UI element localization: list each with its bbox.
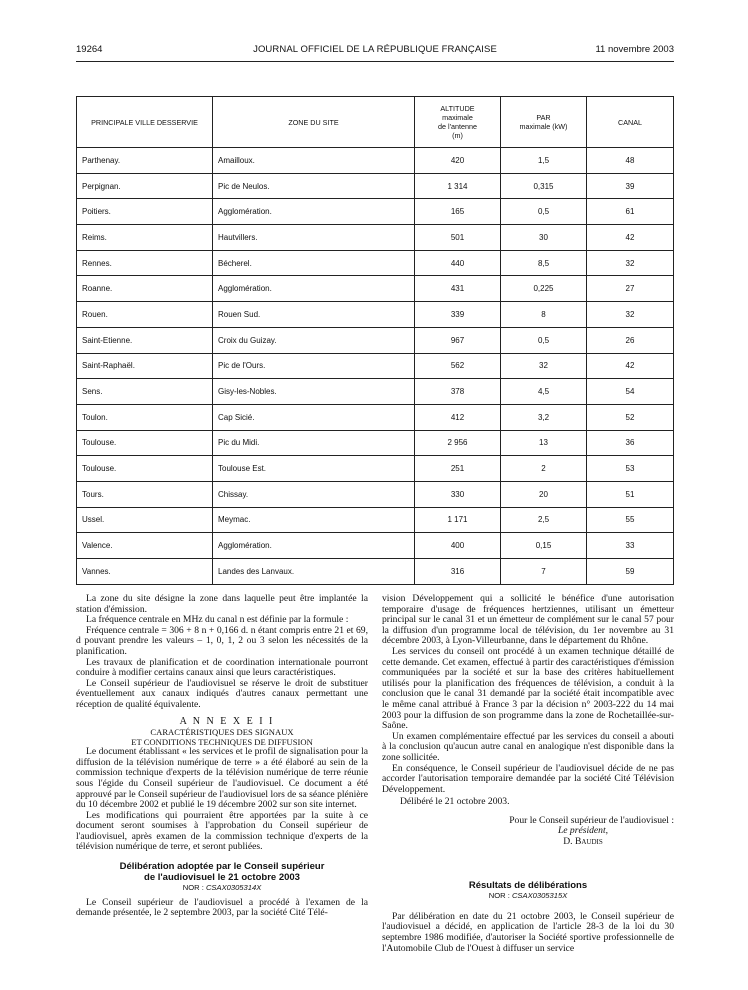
cell-city: Rennes. bbox=[77, 250, 213, 276]
cell-par: 3,2 bbox=[501, 404, 587, 430]
table-row bbox=[77, 353, 674, 379]
cell-canal: 42 bbox=[587, 225, 674, 251]
cell-site: Chissay. bbox=[213, 481, 415, 507]
col-header-site: ZONE DU SITE bbox=[213, 97, 415, 148]
cell-city: Rouen. bbox=[77, 302, 213, 328]
cell-par: 0,15 bbox=[501, 533, 587, 559]
cell-city: Poitiers. bbox=[77, 199, 213, 225]
cell-canal: 54 bbox=[587, 379, 674, 405]
cell-city: Valence. bbox=[77, 533, 213, 559]
paragraph: Le Conseil supérieur de l'audiovisuel a procédé à l'examen de la demande présentée, le 2 septembre 2003, par la société Cité Télé- bbox=[76, 896, 368, 919]
cell-canal: 59 bbox=[587, 559, 674, 585]
cell-altitude: 339 bbox=[415, 302, 501, 328]
cell-canal: 48 bbox=[587, 148, 674, 174]
cell-canal: 36 bbox=[587, 430, 674, 456]
paragraph: En conséquence, le Conseil supérieur de l'audiovisuel décide de ne pas accorder l'autorisation temporaire demandée par la société Cité Télévision Développement. bbox=[382, 762, 674, 795]
cell-city: Sens. bbox=[77, 379, 213, 405]
paragraph: Les modifications qui pourraient être apportées par la suite à ce document seront soumises à l'approbation du Conseil supérieur de l'audiovisuel, après examen de la commission technique d'experts de la télévision numérique de terre, et seront publiées. bbox=[76, 809, 368, 853]
cell-altitude: 440 bbox=[415, 250, 501, 276]
cell-site: Rouen Sud. bbox=[213, 302, 415, 328]
cell-par: 2,5 bbox=[501, 507, 587, 533]
cell-par: 0,5 bbox=[501, 199, 587, 225]
table-row bbox=[77, 148, 674, 174]
cell-par: 30 bbox=[501, 225, 587, 251]
table-row bbox=[77, 533, 674, 559]
cell-par: 32 bbox=[501, 353, 587, 379]
cell-altitude: 316 bbox=[415, 559, 501, 585]
table-row bbox=[77, 481, 674, 507]
cell-altitude: 251 bbox=[415, 456, 501, 482]
cell-site: Bécherel. bbox=[213, 250, 415, 276]
cell-site: Cap Sicié. bbox=[213, 404, 415, 430]
deliberation-date: Délibéré le 21 octobre 2003. bbox=[400, 796, 510, 808]
annexe-subtitle-1: CARACTÉRISTIQUES DES SIGNAUX bbox=[150, 727, 294, 738]
signature-name: D. Baudis bbox=[563, 836, 603, 848]
cell-par: 0,315 bbox=[501, 173, 587, 199]
cell-altitude: 562 bbox=[415, 353, 501, 379]
cell-altitude: 2 956 bbox=[415, 430, 501, 456]
cell-canal: 26 bbox=[587, 327, 674, 353]
right-column bbox=[382, 594, 674, 954]
cell-altitude: 1 171 bbox=[415, 507, 501, 533]
paragraph: Le document établissant « les services et le profil de signalisation pour la diffusion de la télévision numérique de terre » a été élaboré au sein de la commission technique d'experts de la télévision numérique de terre réunie sous l'égide du Conseil supérieur de l'audiovisuel. Ce document a été approuvé par le Conseil supérieur de l'audiovisuel lors de sa séance plénière du 10 décembre 2002 et publié le 19 décembre 2002 sur son site internet. bbox=[76, 746, 368, 811]
header-rule bbox=[76, 61, 674, 62]
cell-city: Toulon. bbox=[77, 404, 213, 430]
cell-canal: 52 bbox=[587, 404, 674, 430]
cell-city: Perpignan. bbox=[77, 173, 213, 199]
cell-city: Roanne. bbox=[77, 276, 213, 302]
cell-site: Pic du Midi. bbox=[213, 430, 415, 456]
table-row bbox=[77, 430, 674, 456]
paragraph: Un examen complémentaire effectué par les services du conseil a abouti à la conclusion qu'aucun autre canal en analogique n'est disponible dans la zone sollicitée. bbox=[382, 730, 674, 763]
nor-reference: NOR : CSAX0305315X bbox=[488, 891, 568, 901]
table-header-row bbox=[77, 97, 674, 148]
col-header-par: PAR maximale (kW) bbox=[501, 97, 587, 148]
results-title: Résultats de délibérations bbox=[468, 879, 588, 891]
cell-site: Pic de l'Ours. bbox=[213, 353, 415, 379]
cell-city: Toulouse. bbox=[77, 430, 213, 456]
paragraph: Par délibération en date du 21 octobre 2003, le Conseil supérieur de l'audiovisuel a décidé, en application de l'article 28-3 de la loi du 30 septembre 1986 modifiée, d'autoriser la Société sportive professionnelle de l'Automobile Club de l'Ouest à diffuser un service bbox=[382, 910, 674, 954]
table-row bbox=[77, 225, 674, 251]
paragraph: Fréquence centrale = 306 + 8 n + 0,166 d. n étant compris entre 21 et 69, d pouvant prendre les valeurs – 1, 0, 1, 2 ou 3 selon les nécessités de la planification. bbox=[76, 624, 368, 657]
cell-city: Saint-Etienne. bbox=[77, 327, 213, 353]
page-header bbox=[76, 44, 674, 60]
table-row bbox=[77, 173, 674, 199]
cell-city: Ussel. bbox=[77, 507, 213, 533]
cell-site: Pic de Neulos. bbox=[213, 173, 415, 199]
cell-canal: 53 bbox=[587, 456, 674, 482]
paragraph: Le Conseil supérieur de l'audiovisuel se réserve le droit de substituer éventuellement aux canaux indiqués d'autres canaux permettant une réception de qualité équivalente. bbox=[76, 677, 368, 710]
cell-altitude: 165 bbox=[415, 199, 501, 225]
cell-site: Agglomération. bbox=[213, 533, 415, 559]
cell-canal: 27 bbox=[587, 276, 674, 302]
paragraph: La zone du site désigne la zone dans laquelle peut être implantée la station d'émission. bbox=[76, 593, 368, 615]
cell-canal: 51 bbox=[587, 481, 674, 507]
cell-altitude: 400 bbox=[415, 533, 501, 559]
cell-site: Agglomération. bbox=[213, 276, 415, 302]
cell-site: Toulouse Est. bbox=[213, 456, 415, 482]
cell-par: 0,5 bbox=[501, 327, 587, 353]
cell-city: Parthenay. bbox=[77, 148, 213, 174]
cell-altitude: 420 bbox=[415, 148, 501, 174]
cell-city: Reims. bbox=[77, 225, 213, 251]
cell-par: 7 bbox=[501, 559, 587, 585]
table-row bbox=[77, 276, 674, 302]
cell-par: 0,225 bbox=[501, 276, 587, 302]
cell-site: Croix du Guizay. bbox=[213, 327, 415, 353]
cell-canal: 33 bbox=[587, 533, 674, 559]
page-number: 19264 bbox=[76, 44, 103, 55]
cell-altitude: 1 314 bbox=[415, 173, 501, 199]
cell-city: Vannes. bbox=[77, 559, 213, 585]
table-row bbox=[77, 199, 674, 225]
cell-altitude: 501 bbox=[415, 225, 501, 251]
cell-site: Amailloux. bbox=[213, 148, 415, 174]
cell-altitude: 330 bbox=[415, 481, 501, 507]
table-row bbox=[77, 302, 674, 328]
cell-canal: 32 bbox=[587, 250, 674, 276]
cell-par: 1,5 bbox=[501, 148, 587, 174]
cell-site: Agglomération. bbox=[213, 199, 415, 225]
left-column bbox=[76, 594, 368, 919]
table-row bbox=[77, 379, 674, 405]
table-row bbox=[77, 456, 674, 482]
cell-altitude: 378 bbox=[415, 379, 501, 405]
cell-altitude: 412 bbox=[415, 404, 501, 430]
cell-par: 2 bbox=[501, 456, 587, 482]
cell-canal: 42 bbox=[587, 353, 674, 379]
cell-altitude: 431 bbox=[415, 276, 501, 302]
cell-par: 8,5 bbox=[501, 250, 587, 276]
signature-line: Pour le Conseil supérieur de l'audiovisuel : bbox=[509, 814, 674, 826]
annexe-heading: A N N E X E I I bbox=[179, 715, 275, 727]
deliberation-title: Délibération adoptée par le Conseil supérieur de l'audiovisuel le 21 octobre 2003 bbox=[119, 861, 325, 883]
paragraph: Les services du conseil ont procédé à un examen technique détaillé de cette demande. Cet examen, effectué à partir des caractéristiques d'émission communiquées par la société et sur la base des critères habituellement utilisés pour la planification des fréquences de télévision, a conduit à la conclusion que le canal 31 demandé par la société était incompatible avec le même canal attribué à France 3 par la décision n° 2003-222 du 14 mai 2003 pour la diffusion de son programme dans la zone de Rochetaillée-sur-Saône. bbox=[382, 645, 674, 732]
cell-par: 20 bbox=[501, 481, 587, 507]
col-header-city: PRINCIPALE VILLE DESSERVIE bbox=[77, 97, 213, 148]
cell-city: Toulouse. bbox=[77, 456, 213, 482]
paragraph: Les travaux de planification et de coordination internationale pourront conduire à modifier certains canaux ainsi que leurs caractéristiques. bbox=[76, 656, 368, 679]
cell-city: Tours. bbox=[77, 481, 213, 507]
table-row bbox=[77, 250, 674, 276]
cell-par: 13 bbox=[501, 430, 587, 456]
table-row bbox=[77, 559, 674, 585]
cell-canal: 39 bbox=[587, 173, 674, 199]
table-row bbox=[77, 507, 674, 533]
cell-site: Landes des Lanvaux. bbox=[213, 559, 415, 585]
col-header-canal: CANAL bbox=[587, 97, 674, 148]
cell-canal: 61 bbox=[587, 199, 674, 225]
cell-par: 4,5 bbox=[501, 379, 587, 405]
cell-site: Gisy-les-Nobles. bbox=[213, 379, 415, 405]
paragraph: La fréquence centrale en MHz du canal n est définie par la formule : bbox=[86, 614, 349, 626]
paragraph: vision Développement qui a sollicité le bénéfice d'une autorisation temporaire d'usage de fréquences hertziennes, utilisant un émetteur principal sur le canal 31 et un émetteur de complément sur le canal 57 pour la diffusion d'un programme local de télévision, du 1er novembre au 31 décembre 2003, à Lyon-Villeurbanne, dans le département du Rhône. bbox=[382, 593, 674, 647]
col-header-altitude: ALTITUDE maximale de l'antenne (m) bbox=[415, 97, 501, 148]
table-row bbox=[77, 404, 674, 430]
cell-par: 8 bbox=[501, 302, 587, 328]
cell-site: Hautvillers. bbox=[213, 225, 415, 251]
frequency-table bbox=[76, 96, 674, 585]
signature-role: Le président, bbox=[557, 825, 609, 837]
issue-date: 11 novembre 2003 bbox=[595, 44, 674, 55]
cell-canal: 32 bbox=[587, 302, 674, 328]
nor-reference: NOR : CSAX0305314X bbox=[182, 883, 262, 893]
table-row bbox=[77, 327, 674, 353]
annexe-subtitle-2: ET CONDITIONS TECHNIQUES DE DIFFUSION bbox=[131, 737, 313, 748]
cell-canal: 55 bbox=[587, 507, 674, 533]
cell-city: Saint-Raphaël. bbox=[77, 353, 213, 379]
cell-altitude: 967 bbox=[415, 327, 501, 353]
cell-site: Meymac. bbox=[213, 507, 415, 533]
journal-title: JOURNAL OFFICIEL DE LA RÉPUBLIQUE FRANÇAISE bbox=[253, 44, 497, 55]
